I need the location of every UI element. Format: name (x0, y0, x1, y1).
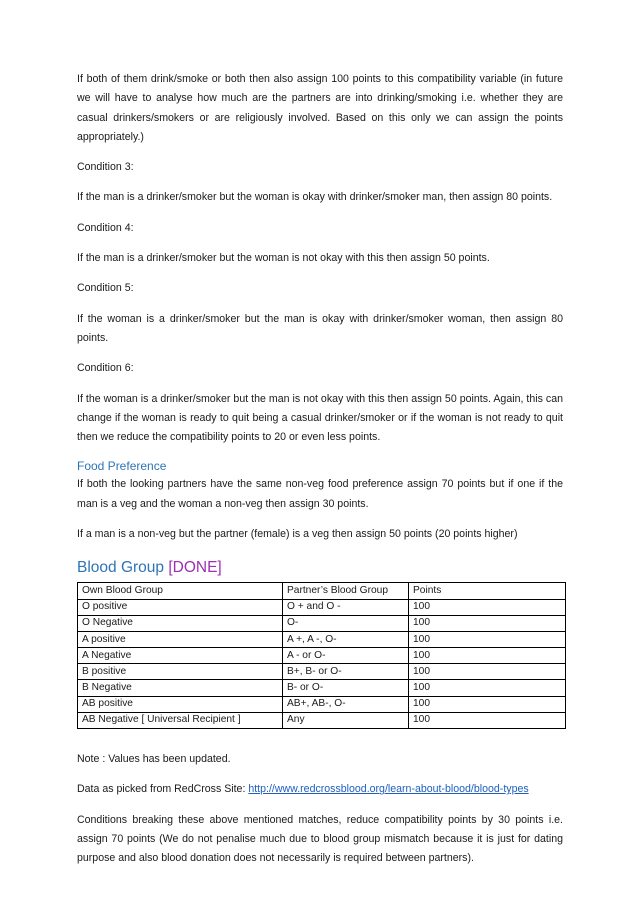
partner-blood-group-cell: B- or O- (283, 680, 409, 696)
blood-group-title: Blood Group (77, 559, 165, 577)
food-preference-heading: Food Preference (77, 459, 167, 474)
own-blood-group-cell: A Negative (78, 648, 283, 664)
points-cell: 100 (409, 712, 566, 728)
table-row (78, 680, 566, 696)
blood-group-done-tag: [DONE] (168, 559, 222, 577)
blood-group-table (77, 582, 566, 729)
own-blood-group-cell: A positive (78, 631, 283, 647)
redcross-source-link[interactable]: http://www.redcrossblood.org/learn-about-blood/blood-types (248, 783, 529, 796)
condition-6-text: If the woman is a drinker/smoker but the man is not okay with this then assign 50 points. Again, this can change if the woman is ready to quit being a casual drinker/smoker or if the woman is not ready to quit then we reduce the compatibility points to 20 or even less points. (77, 392, 563, 444)
document-page (77, 70, 563, 880)
own-blood-group-cell: O positive (78, 599, 283, 615)
table-row (78, 712, 566, 728)
table-row (78, 696, 566, 712)
table-row (78, 599, 566, 615)
condition-6-label: Condition 6: (77, 362, 134, 375)
condition-4-label: Condition 4: (77, 221, 134, 234)
points-cell: 100 (409, 664, 566, 680)
condition-4-text: If the man is a drinker/smoker but the woman is not okay with this then assign 50 points. (77, 252, 490, 265)
partner-blood-group-cell: A +, A -, O- (283, 631, 409, 647)
table-row (78, 664, 566, 680)
food-preference-para-2: If a man is a non-veg but the partner (female) is a veg then assign 50 points (20 points higher) (77, 528, 518, 541)
condition-3-label: Condition 3: (77, 161, 134, 174)
points-cell: 100 (409, 696, 566, 712)
own-blood-group-cell: AB Negative [ Universal Recipient ] (78, 712, 283, 728)
source-line (77, 780, 563, 799)
own-blood-group-cell: O Negative (78, 615, 283, 631)
own-blood-group-cell: B positive (78, 664, 283, 680)
condition-3-text: If the man is a drinker/smoker but the woman is okay with drinker/smoker man, then assign 80 points. (77, 191, 553, 204)
partner-blood-group-cell: AB+, AB-, O- (283, 696, 409, 712)
table-row (78, 631, 566, 647)
table-row (78, 615, 566, 631)
partner-blood-group-cell: B+, B- or O- (283, 664, 409, 680)
blood-group-heading (77, 558, 563, 578)
condition-5-text: If the woman is a drinker/smoker but the man is okay with drinker/smoker woman, then assign 80 points. (77, 312, 563, 344)
partner-blood-group-cell: Any (283, 712, 409, 728)
header-own-blood-group: Own Blood Group (78, 583, 283, 599)
points-cell: 100 (409, 599, 566, 615)
header-points: Points (409, 583, 566, 599)
condition-5-label: Condition 5: (77, 282, 134, 295)
own-blood-group-cell: B Negative (78, 680, 283, 696)
header-partner-blood-group: Partner’s Blood Group (283, 583, 409, 599)
points-cell: 100 (409, 648, 566, 664)
partner-blood-group-cell: A - or O- (283, 648, 409, 664)
points-cell: 100 (409, 615, 566, 631)
values-updated-note: Note : Values has been updated. (77, 753, 231, 766)
blood-group-closing-para: Conditions breaking these above mentioned matches, reduce compatibility points by 30 points i.e. assign 70 points (We do not penalise much due to blood group mismatch because it is just for dating purpose and also blood donation does not necessarily is required between partners). (77, 813, 563, 865)
drink-smoke-intro: If both of them drink/smoke or both then also assign 100 points to this compatibility variable (in future we will have to analyse how much are the partners are into drinking/smoking i.e. whether they are casual drinkers/smokers or are religiously involved. Based on this only we can assign the points appropriately.) (77, 73, 563, 143)
partner-blood-group-cell: O + and O - (283, 599, 409, 615)
points-cell: 100 (409, 680, 566, 696)
partner-blood-group-cell: O- (283, 615, 409, 631)
source-prefix: Data as picked from RedCross Site: (77, 783, 249, 796)
table-row (78, 648, 566, 664)
points-cell: 100 (409, 631, 566, 647)
food-preference-para-1: If both the looking partners have the same non-veg food preference assign 70 points but if one if the man is a veg and the woman a non-veg then assign 30 points. (77, 478, 563, 510)
own-blood-group-cell: AB positive (78, 696, 283, 712)
table-header-row (78, 583, 566, 599)
